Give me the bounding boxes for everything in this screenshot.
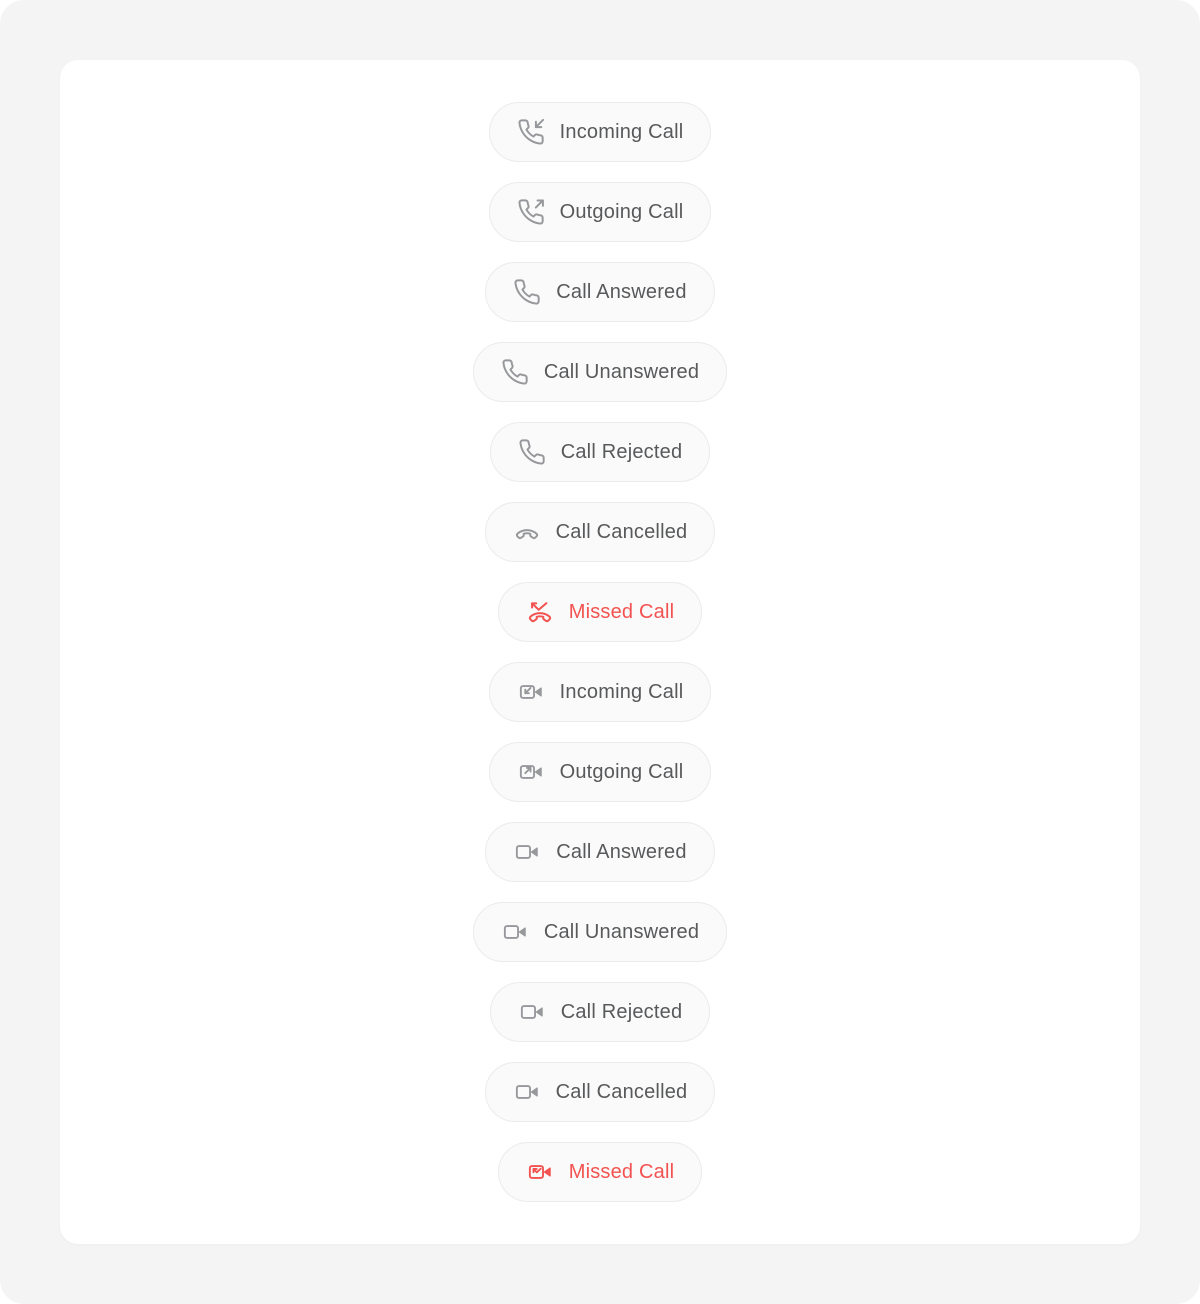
call-badge-outgoing-call-1[interactable]	[489, 182, 712, 242]
video-outgoing-icon	[517, 758, 545, 786]
video-icon	[513, 1078, 541, 1106]
phone-icon	[513, 278, 541, 306]
call-badge-label: Call Unanswered	[543, 920, 700, 943]
call-badge-label: Call Answered	[556, 840, 687, 863]
phone-icon	[518, 438, 546, 466]
call-badge-label: Call Rejected	[560, 1000, 683, 1023]
phone-hangup-icon	[513, 518, 541, 546]
video-icon	[518, 998, 546, 1026]
call-badge-label: Missed Call	[568, 1160, 675, 1183]
call-badge-label: Call Unanswered	[543, 360, 700, 383]
call-badge-label: Missed Call	[568, 600, 675, 623]
call-badge-incoming-call-0[interactable]	[489, 102, 712, 162]
call-badge-call-answered-2[interactable]	[485, 262, 714, 322]
call-badge-list	[473, 102, 727, 1202]
call-badge-call-rejected-4[interactable]	[490, 422, 711, 482]
phone-missed-icon	[526, 598, 554, 626]
video-icon	[513, 838, 541, 866]
video-icon	[501, 918, 529, 946]
call-badge-call-unanswered-3[interactable]	[473, 342, 727, 402]
call-badge-label: Outgoing Call	[559, 200, 684, 223]
call-badge-missed-call-6[interactable]	[498, 582, 703, 642]
call-badge-label: Outgoing Call	[559, 760, 684, 783]
call-badge-call-answered-9[interactable]	[485, 822, 714, 882]
phone-icon	[501, 358, 529, 386]
call-badge-outgoing-call-8[interactable]	[489, 742, 712, 802]
call-badge-label: Call Cancelled	[555, 1080, 688, 1103]
call-badge-call-rejected-11[interactable]	[490, 982, 711, 1042]
video-missed-icon	[526, 1158, 554, 1186]
call-badge-missed-call-13[interactable]	[498, 1142, 703, 1202]
video-incoming-icon	[517, 678, 545, 706]
phone-incoming-icon	[517, 118, 545, 146]
call-badge-label: Incoming Call	[559, 680, 684, 703]
call-badge-label: Incoming Call	[559, 120, 684, 143]
call-badge-label: Call Rejected	[560, 440, 683, 463]
call-badges-card	[60, 60, 1140, 1244]
call-badge-call-cancelled-5[interactable]	[485, 502, 716, 562]
phone-outgoing-icon	[517, 198, 545, 226]
call-badge-label: Call Answered	[556, 280, 687, 303]
call-badge-call-unanswered-10[interactable]	[473, 902, 727, 962]
call-badge-label: Call Cancelled	[555, 520, 688, 543]
call-badge-call-cancelled-12[interactable]	[485, 1062, 716, 1122]
call-badge-incoming-call-7[interactable]	[489, 662, 712, 722]
